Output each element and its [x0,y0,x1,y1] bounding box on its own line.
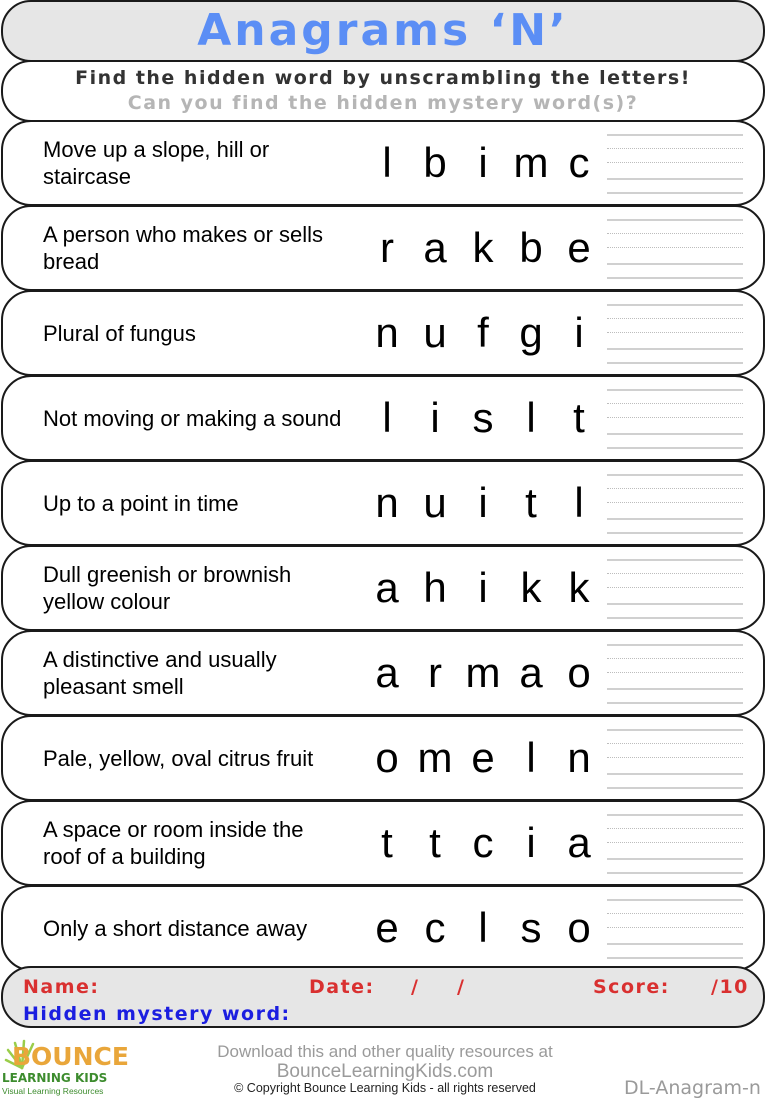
scrambled-letters [363,717,603,799]
logo-tagline: Visual Learning Resources [2,1086,104,1096]
clue-text: Only a short distance away [43,915,308,941]
score-label: Score: [593,976,670,998]
answer-writing-lines[interactable] [607,802,743,884]
scrambled-letter: o [567,649,591,696]
writing-line [607,318,743,319]
writing-line [607,773,743,775]
anagram-row [1,290,765,376]
scrambled-letter: t [381,819,393,866]
scrambled-letter: e [567,224,591,271]
writing-line [607,134,743,136]
writing-line [607,743,743,744]
scrambled-letters [363,547,603,629]
scrambled-letter: k [472,224,494,271]
copyright-text: © Copyright Bounce Learning Kids - all rights reserved [234,1081,536,1095]
mystery-word-prompt: Can you find the hidden mystery word(s)? [127,92,639,114]
clue-text: Plural of fungus [43,320,196,346]
writing-line [607,617,743,619]
writing-line [607,842,743,843]
scrambled-letter: t [573,394,585,441]
clue-text: A distinctive and usually pleasant smell [43,647,277,699]
writing-line [607,403,743,404]
writing-line [607,814,743,816]
writing-line [607,702,743,704]
writing-line [607,757,743,758]
anagram-row [1,630,765,716]
score-total: /10 [711,976,749,998]
scrambled-letter: n [375,479,399,526]
scrambled-letters [363,122,603,204]
scrambled-letter: t [525,479,537,526]
anagram-row [1,715,765,801]
writing-line [607,332,743,333]
answer-writing-lines[interactable] [607,887,743,969]
scrambled-letter: t [429,819,441,866]
scrambled-letter: m [465,649,501,696]
date-label: Date: [309,976,375,998]
scrambled-letter: o [567,904,591,951]
scrambled-letter: m [417,734,453,781]
scrambled-letters [363,207,603,289]
scrambled-letters [363,377,603,459]
anagram-row [1,375,765,461]
writing-line [607,787,743,789]
scrambled-letter: b [519,224,543,271]
scrambled-letters [363,292,603,374]
scrambled-letter: l [382,394,392,441]
writing-line [607,658,743,659]
writing-line [607,913,743,914]
mystery-word-label: Hidden mystery word: [23,1003,291,1025]
scrambled-letter: i [478,139,488,186]
clue-text: Pale, yellow, oval citrus fruit [43,745,314,771]
logo-wordmark: BOUNCE [12,1042,129,1071]
bounce-learning-kids-logo [2,1038,129,1100]
answer-writing-lines[interactable] [607,207,743,289]
anagram-row [1,545,765,631]
clue-text: Dull greenish or brownish yellow colour [43,562,292,614]
anagram-row [1,460,765,546]
scrambled-letter: r [428,649,442,696]
scrambled-letter: i [478,564,488,611]
writing-line [607,178,743,180]
logo-subtitle: LEARNING KIDS [2,1071,108,1085]
writing-line [607,389,743,391]
writing-line [607,417,743,418]
footer-box [1,966,765,1028]
scrambled-letters [363,802,603,884]
scrambled-letter: u [423,309,447,356]
clue-text: A space or room inside the roof of a building [43,817,304,869]
writing-line [607,362,743,364]
scrambled-letter: h [423,564,447,611]
instruction-text: Find the hidden word by unscrambling the letters! [75,67,691,89]
scrambled-letter: c [568,139,590,186]
scrambled-letter: k [520,564,542,611]
writing-line [607,162,743,163]
date-separator: / [411,976,420,998]
scrambled-letter: l [574,479,584,526]
writing-line [607,688,743,690]
date-separator: / [457,976,466,998]
scrambled-letter: l [526,734,536,781]
scrambled-letter: n [375,309,399,356]
scrambled-letter: a [567,819,591,866]
clue-text: Up to a point in time [43,490,239,516]
download-text: Download this and other quality resources at [217,1042,553,1061]
writing-line [607,474,743,476]
writing-line [607,729,743,731]
scrambled-letters [363,632,603,714]
page-title: Anagrams ‘N’ [197,5,569,56]
answer-writing-lines[interactable] [607,547,743,629]
writing-line [607,872,743,874]
scrambled-letter: i [526,819,536,866]
writing-line [607,899,743,901]
scrambled-letter: i [478,479,488,526]
scrambled-letter: m [513,139,549,186]
writing-line [607,348,743,350]
clue-text: Not moving or making a sound [43,405,342,431]
scrambled-letter: e [375,904,399,951]
answer-writing-lines[interactable] [607,377,743,459]
scrambled-letters [363,462,603,544]
scrambled-letter: o [375,734,399,781]
writing-line [607,828,743,829]
title-bar [1,0,765,62]
writing-line [607,502,743,503]
writing-line [607,672,743,673]
writing-line [607,559,743,561]
scrambled-letter: r [380,224,394,271]
writing-line [607,532,743,534]
writing-line [607,433,743,435]
writing-line [607,927,743,928]
scrambled-letter: i [430,394,440,441]
writing-line [607,192,743,194]
scrambled-letter: c [424,904,446,951]
writing-line [607,247,743,248]
scrambled-letter: s [520,904,542,951]
anagram-row [1,885,765,971]
writing-line [607,263,743,265]
scrambled-letter: l [526,394,536,441]
clue-text: A person who makes or sells bread [43,222,324,274]
writing-line [607,644,743,646]
website-text: BounceLearningKids.com [276,1061,494,1082]
writing-line [607,603,743,605]
scrambled-letter: f [477,309,489,356]
instructions-box [1,60,765,122]
writing-line [607,277,743,279]
scrambled-letter: e [471,734,495,781]
writing-line [607,858,743,860]
scrambled-letter: a [519,649,543,696]
writing-line [607,148,743,149]
name-label: Name: [23,976,100,998]
scrambled-letter: g [519,309,543,356]
scrambled-letter: c [472,819,494,866]
answer-writing-lines[interactable] [607,632,743,714]
anagram-row [1,800,765,886]
writing-line [607,233,743,234]
scrambled-letter: a [375,649,399,696]
answer-writing-lines[interactable] [607,292,743,374]
answer-writing-lines[interactable] [607,462,743,544]
writing-line [607,447,743,449]
scrambled-letter: n [567,734,591,781]
answer-writing-lines[interactable] [607,717,743,799]
scrambled-letter: k [568,564,590,611]
writing-line [607,587,743,588]
scrambled-letter: l [382,139,392,186]
scrambled-letter: l [478,904,488,951]
scrambled-letter: b [423,139,447,186]
anagram-row [1,205,765,291]
scrambled-letter: u [423,479,447,526]
writing-line [607,943,743,945]
writing-line [607,957,743,959]
writing-line [607,304,743,306]
scrambled-letter: a [375,564,399,611]
answer-writing-lines[interactable] [607,122,743,204]
scrambled-letter: s [472,394,494,441]
worksheet-code: DL-Anagram-n [624,1077,761,1099]
scrambled-letters [363,887,603,969]
writing-line [607,518,743,520]
clue-text: Move up a slope, hill or staircase [43,137,270,189]
scrambled-letter: a [423,224,447,271]
writing-line [607,219,743,221]
writing-line [607,573,743,574]
writing-line [607,488,743,489]
anagram-row [1,120,765,206]
scrambled-letter: i [574,309,584,356]
